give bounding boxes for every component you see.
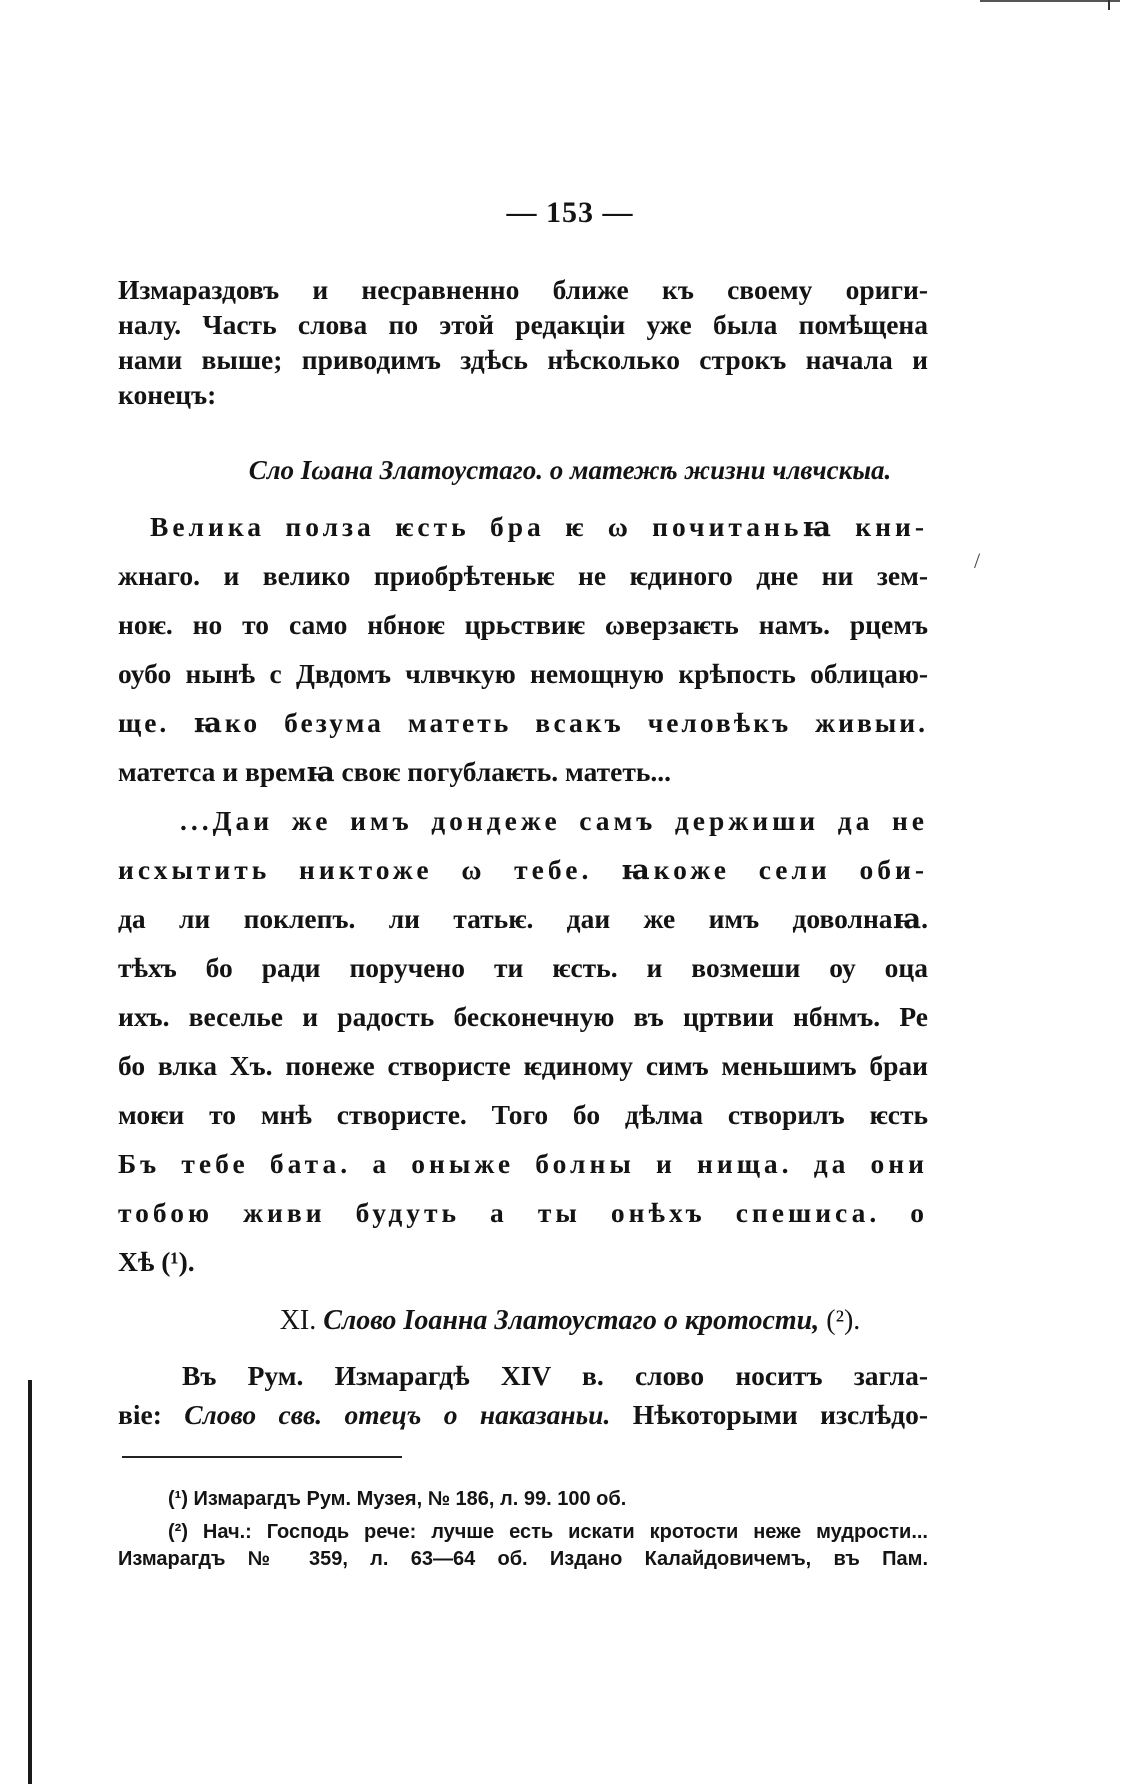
page-number: — 153 — <box>506 196 634 229</box>
quote-line: ...Даи же имъ дондеже самъ держиши да не <box>180 805 928 836</box>
quote-line: ихъ. веселье и радость бесконечную въ цртвии нбнмъ. Ре <box>118 1001 928 1032</box>
quote-line: тѣхъ бо ради поручено ти ѥсть. и возмеши оу оца <box>118 952 928 983</box>
quote-line: матетса и времꙗ своѥ погублаѥть. матеть... <box>118 756 672 787</box>
quote-line: жнаго. и велико приобрѣтеньѥ не ѥдиного дне ни зем- <box>118 560 928 591</box>
body-text: віе: <box>118 1399 162 1430</box>
body-text: Нѣкоторыми изслѣдо- <box>632 1399 928 1430</box>
footnote-1: (¹) Измарагдъ Рум. Музея, № 186, л. 99. 100 об. <box>168 1488 627 1510</box>
quote-line: ще. ꙗко безума матеть всакъ человѣкъ живыи. <box>118 707 928 738</box>
chapter-heading <box>0 1305 1140 1337</box>
quote-line: бо влка Хъ. понеже створисте ѥдиному симъ меньшимъ браи <box>118 1050 928 1081</box>
footnote-rule <box>122 1456 402 1458</box>
margin-mark: / <box>974 548 981 573</box>
scan-edge-top <box>980 0 1120 2</box>
quote-line: Бъ тебе бата. а оныже болны и нища. да они <box>118 1148 928 1179</box>
quote-line: Хѣ (¹). <box>118 1246 195 1277</box>
footnote-2-cont: Измарагдъ № 359, л. 63—64 об. Издано Калайдовичемъ, въ Пам. <box>118 1548 928 1570</box>
quote-line: моѥи то мнѣ створисте. Того бо дѣлма створилъ ѥсть <box>118 1099 928 1130</box>
chapter-footnote-ref: (²). <box>826 1305 861 1336</box>
scan-edge-mark <box>1108 0 1110 10</box>
quote-line: оубо нынѣ с Двдомъ члвчкую немощную крѣпость облицаю- <box>118 658 928 689</box>
intro-line: налу. Часть слова по этой редакціи уже была помѣщена <box>118 309 928 340</box>
quote-line: да ли поклепъ. ли татьѥ. даи же имъ доволнаꙗ. <box>118 903 928 934</box>
intro-line: Измараздовъ и несравненно ближе къ своему ориги- <box>118 274 928 305</box>
body-line <box>118 1399 928 1431</box>
footnote-2: (²) Нач.: Господь рече: лучше есть искати кротости неже мудрости... <box>168 1521 928 1543</box>
intro-line: нами выше; приводимъ здѣсь нѣсколько строкъ начала и <box>118 344 928 375</box>
section-heading: Сло Іωана Златоустаго. о матежѣ жизни члвчскыа. <box>248 455 892 485</box>
chapter-number: XI. <box>279 1305 317 1336</box>
quote-line: тобою живи будуть а ты онѣхъ спешиса. о <box>118 1197 928 1228</box>
quote-line: исхытить никтоже ω тебе. ꙗкоже сели оби- <box>118 854 928 885</box>
quote-line: Велика полза ѥсть бра ѥ ω почитаньꙗ кни- <box>150 511 928 542</box>
scan-edge-left <box>28 1380 32 1784</box>
body-line: Въ Рум. Измарагдѣ XIV в. слово носитъ загла- <box>182 1360 928 1391</box>
body-italic-title: Слово свв. отецъ о наказаньи. <box>184 1399 611 1430</box>
intro-line: конецъ: <box>118 379 217 410</box>
chapter-title: Слово Іоанна Златоустаго о кротости, <box>323 1305 820 1336</box>
quote-line: ноѥ. но то само нбноѥ црьствиѥ ωверзаѥть намъ. рцемъ <box>118 609 928 640</box>
